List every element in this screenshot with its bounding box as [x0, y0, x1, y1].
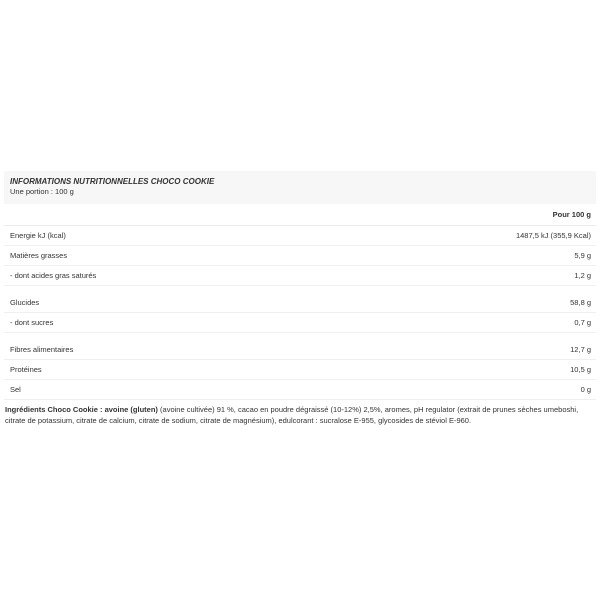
nutrient-row-salt	[4, 380, 596, 400]
nutrient-row-fat	[4, 246, 596, 266]
nutrient-label: - dont acides gras saturés	[10, 271, 97, 280]
nutrient-value: 5,9 g	[574, 251, 591, 260]
ingredients-heading: Ingrédients Choco Cookie : avoine (gluten)	[5, 405, 158, 414]
nutrient-label: Sel	[10, 385, 21, 394]
column-header	[4, 204, 596, 226]
nutrient-value: 0,7 g	[574, 318, 591, 327]
nutrient-value: 10,5 g	[570, 365, 591, 374]
nutrition-title: INFORMATIONS NUTRITIONNELLES CHOCO COOKIE	[10, 177, 215, 186]
nutrient-label: - dont sucres	[10, 318, 54, 327]
nutrient-label: Fibres alimentaires	[10, 345, 74, 354]
nutrition-table	[4, 171, 596, 400]
nutrient-value: 12,7 g	[570, 345, 591, 354]
nutrient-value: 0 g	[580, 385, 591, 394]
nutrient-label: Glucides	[10, 298, 40, 307]
nutrient-value: 58,8 g	[570, 298, 591, 307]
ingredients-text	[5, 404, 597, 426]
nutrient-label: Matières grasses	[10, 251, 68, 260]
nutrient-row-carbohydrates	[4, 293, 596, 313]
nutrient-row-protein	[4, 360, 596, 380]
ingredients-list: (avoine cultivée) 91 %, cacao en poudre dégraissé (10-12%) 2,5%, aromes, pH regulator (extrait de prunes sèches umeboshi, citrate de potassium, citrate de calcium, citrate de sodium, citrate de magnésium), edulcorant : sucralose E-955, glycosides de stéviol E-960.	[5, 405, 579, 425]
portion-size: Une portion : 100 g	[10, 187, 74, 196]
nutrient-row-fiber	[4, 340, 596, 360]
nutrition-header	[4, 171, 596, 204]
nutrient-label: Protéines	[10, 365, 42, 374]
nutrient-value: 1487,5 kJ (355,9 Kcal)	[515, 231, 591, 240]
column-header-label: Pour 100 g	[552, 210, 591, 219]
nutrient-value: 1,2 g	[574, 271, 591, 280]
nutrient-row-energy	[4, 226, 596, 246]
nutrient-row-saturated-fat	[4, 266, 596, 286]
nutrient-row-sugars	[4, 313, 596, 333]
nutrient-label: Energie kJ (kcal)	[10, 231, 66, 240]
